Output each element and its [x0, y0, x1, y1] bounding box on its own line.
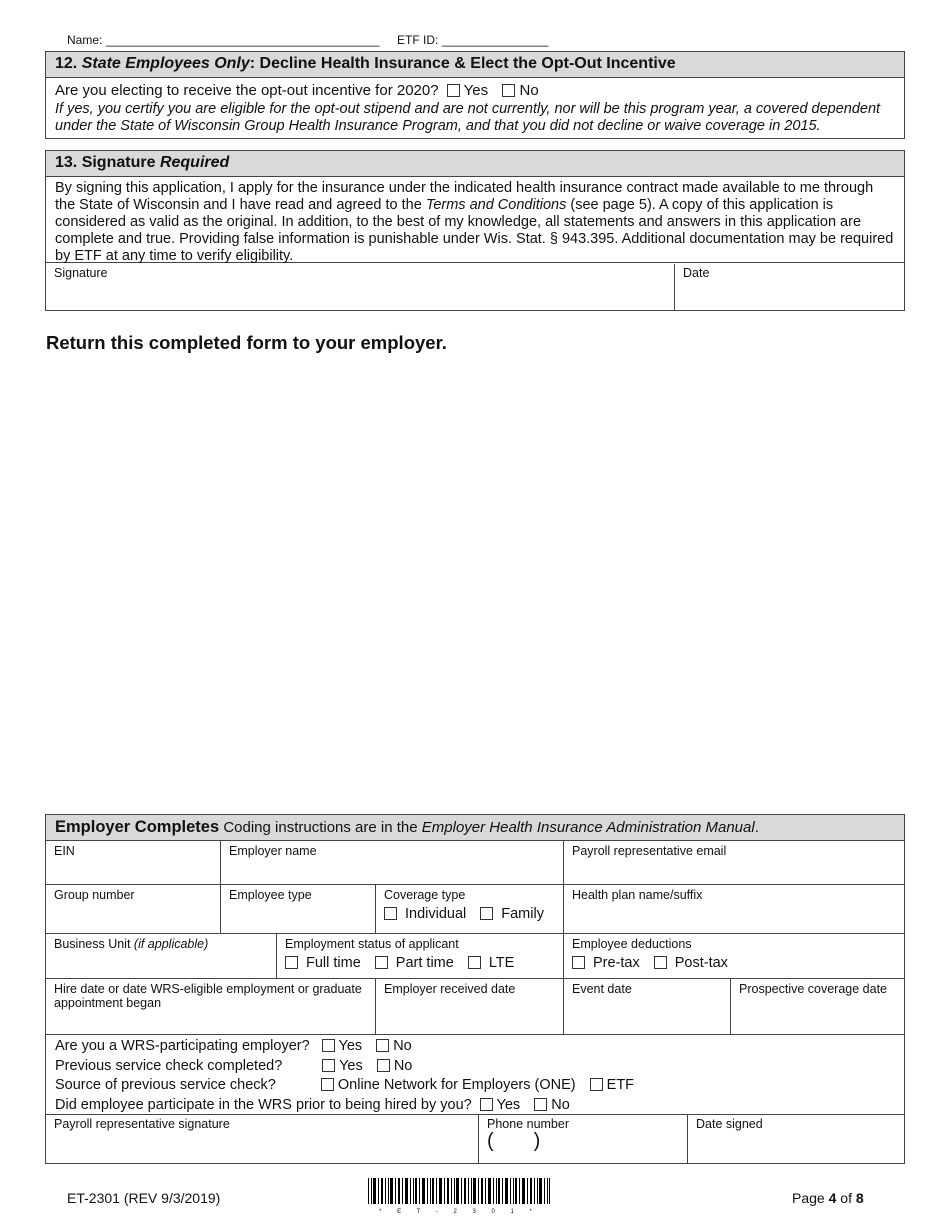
payroll-signature-field[interactable]	[46, 1115, 479, 1163]
prospective-coverage-date-label: Prospective coverage date	[739, 982, 888, 996]
section-12-title: 12. State Employees Only: Decline Health Insurance & Elect the Opt-Out Incentive	[46, 52, 904, 78]
ein-field[interactable]	[46, 841, 221, 885]
phone-number-label: Phone number	[487, 1117, 570, 1131]
employment-status-field	[277, 934, 564, 979]
business-unit-field[interactable]	[46, 934, 277, 979]
post-tax-label: Post-tax	[674, 955, 728, 971]
payroll-email-label: Payroll representative email	[572, 844, 727, 858]
employer-name-field[interactable]	[221, 841, 564, 885]
lte-checkbox[interactable]	[468, 956, 481, 969]
opt-out-yes-checkbox[interactable]	[447, 84, 460, 97]
etf-id-line[interactable]	[397, 33, 548, 47]
business-unit-note: (if applicable)	[133, 937, 209, 951]
full-time-checkbox[interactable]	[285, 956, 298, 969]
employee-type-label: Employee type	[229, 888, 312, 902]
barcode-text: * E T - 2 3 0 1 *	[379, 1209, 539, 1215]
pre-tax-checkbox[interactable]	[572, 956, 585, 969]
individual-checkbox[interactable]	[384, 907, 397, 920]
opt-out-no-label: No	[519, 82, 539, 99]
section-13	[45, 150, 905, 311]
ein-label: EIN	[54, 844, 75, 858]
group-number-field[interactable]	[46, 885, 221, 934]
event-date-field[interactable]	[564, 979, 731, 1035]
full-time-label: Full time	[306, 955, 361, 971]
coverage-type-field	[376, 885, 564, 934]
pre-tax-label: Pre-tax	[593, 955, 640, 971]
prospective-coverage-date-field[interactable]	[731, 979, 904, 1035]
business-unit-label: Business Unit	[54, 937, 131, 951]
employer-name-label: Employer name	[229, 844, 317, 858]
name-line[interactable]	[67, 33, 379, 47]
service-check-no-checkbox[interactable]	[377, 1059, 390, 1072]
service-check-source-question: Source of previous service check? Online Network for Employers (ONE) ETF	[55, 1077, 635, 1093]
barcode	[368, 1178, 550, 1214]
health-plan-field[interactable]	[564, 885, 904, 934]
etf-source-checkbox[interactable]	[590, 1078, 603, 1091]
employer-received-date-label: Employer received date	[384, 982, 516, 996]
opt-out-certification-note: If yes, you certify you are eligible for the opt-out stipend and are not currently, nor will be this program year, a covered dependent under the State of Wisconsin Group Health Insurance Program, and that you did not decline or waive coverage in 2015.	[55, 101, 881, 134]
date-signed-label: Date signed	[696, 1117, 763, 1131]
group-number-label: Group number	[54, 888, 135, 902]
part-time-label: Part time	[395, 955, 454, 971]
name-label: Name:	[67, 33, 103, 47]
signature-label: Signature	[54, 266, 108, 280]
section-13-title: 13. Signature Required	[46, 151, 904, 177]
hire-date-label: Hire date or date WRS-eligible employment or graduate appointment began	[54, 982, 362, 1010]
payroll-email-field[interactable]	[564, 841, 904, 885]
hire-date-field[interactable]	[46, 979, 376, 1035]
date-signed-field[interactable]	[688, 1115, 904, 1163]
etf-id-blank: ________________	[441, 33, 549, 47]
prior-wrs-no-checkbox[interactable]	[534, 1098, 547, 1111]
return-instruction: Return this completed form to your employer.	[46, 332, 447, 353]
etf-id-label: ETF ID:	[397, 33, 439, 47]
post-tax-checkbox[interactable]	[654, 956, 667, 969]
lte-label: LTE	[488, 955, 515, 971]
employee-deductions-label: Employee deductions	[572, 937, 692, 951]
one-source-checkbox[interactable]	[321, 1078, 334, 1091]
applicant-signature-field[interactable]	[46, 264, 675, 310]
health-plan-label: Health plan name/suffix	[572, 888, 703, 902]
family-label: Family	[501, 906, 544, 922]
barcode-bars	[368, 1178, 550, 1204]
event-date-label: Event date	[572, 982, 632, 996]
wrs-participating-question: Are you a WRS-participating employer? Yes No	[55, 1038, 412, 1054]
name-blank: _________________________________________	[105, 33, 380, 47]
signature-statement: By signing this application, I apply for the insurance under the indicated health insurance contract made available to me through the State of Wisconsin and I have read and agreed to the Terms and Conditions (see page 5). A copy of this application is considered as valid as the original. In addition, to the best of my knowledge, all statements and answers in this application are complete and true. Providing false information is punishable under Wis. Stat. § 943.395. Additional documentation may be required by ETF at any time to verify eligibility.	[46, 177, 904, 263]
individual-label: Individual	[405, 906, 467, 922]
date-label: Date	[683, 266, 710, 280]
employer-section-title: Employer Completes Coding instructions are in the Employer Health Insurance Administration Manual.	[46, 815, 904, 841]
wrs-questions	[46, 1035, 904, 1115]
opt-out-question: Are you electing to receive the opt-out incentive for 2020? Yes No	[55, 82, 539, 99]
employment-status-label: Employment status of applicant	[285, 937, 459, 951]
service-check-question: Previous service check completed? Yes No	[55, 1057, 413, 1074]
employee-deductions-field	[564, 934, 904, 979]
phone-number-field[interactable]	[479, 1115, 688, 1163]
payroll-signature-label: Payroll representative signature	[54, 1117, 230, 1131]
service-check-yes-checkbox[interactable]	[322, 1059, 335, 1072]
opt-out-yes-label: Yes	[463, 82, 489, 99]
page-indicator: Page 4 of 8	[792, 1190, 864, 1206]
applicant-date-field[interactable]	[675, 264, 904, 310]
section-12	[45, 51, 905, 139]
prior-wrs-yes-checkbox[interactable]	[480, 1098, 493, 1111]
wrs-participating-yes-checkbox[interactable]	[322, 1039, 335, 1052]
employee-type-field[interactable]	[221, 885, 376, 934]
family-checkbox[interactable]	[480, 907, 493, 920]
part-time-checkbox[interactable]	[375, 956, 388, 969]
form-id: ET-2301 (REV 9/3/2019)	[67, 1190, 221, 1206]
prior-wrs-question: Did employee participate in the WRS prior to being hired by you? Yes No	[55, 1096, 570, 1113]
phone-area-code: ( )	[487, 1130, 541, 1152]
employer-section	[45, 814, 905, 1164]
coverage-type-label: Coverage type	[384, 888, 466, 902]
opt-out-no-checkbox[interactable]	[502, 84, 515, 97]
wrs-participating-no-checkbox[interactable]	[376, 1039, 389, 1052]
employer-received-date-field[interactable]	[376, 979, 564, 1035]
